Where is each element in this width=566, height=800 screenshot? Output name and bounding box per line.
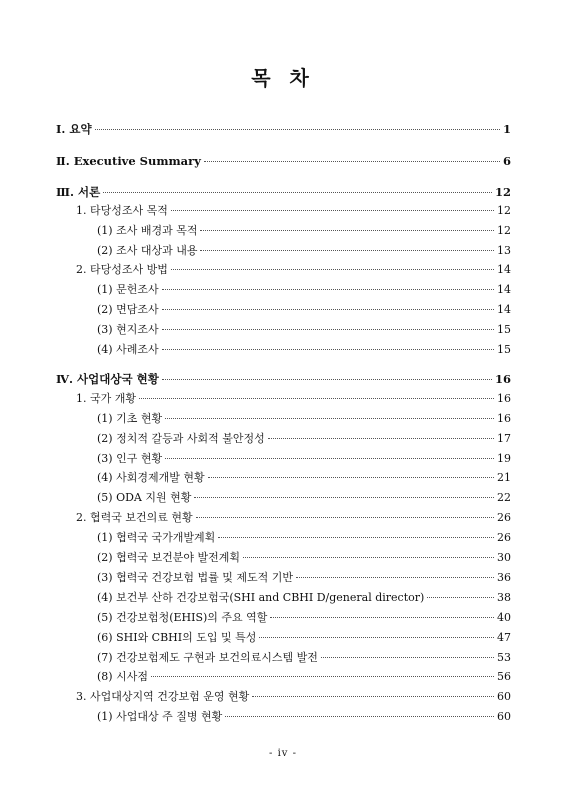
toc-entry-level-3[interactable] — [97, 451, 511, 467]
dot-leader — [225, 716, 494, 717]
toc-entry-page-number: 36 — [497, 571, 511, 584]
dot-leader — [162, 329, 494, 330]
toc-entry-level-2[interactable] — [76, 510, 511, 526]
toc-entry-page-number: 26 — [497, 511, 511, 524]
toc-entry-label: (4) 사례조사 — [97, 343, 159, 356]
dot-leader — [200, 250, 494, 251]
dot-leader — [321, 657, 494, 658]
toc-entry-level-3[interactable] — [97, 302, 511, 318]
page-title: 목 차 — [251, 66, 315, 90]
dot-leader — [165, 458, 494, 459]
toc-entry-label: (1) 기초 현황 — [97, 412, 163, 425]
toc-entry-level-3[interactable] — [97, 322, 511, 338]
toc-entry-page-number: 15 — [497, 343, 511, 356]
toc-entry-level-3[interactable] — [97, 570, 511, 586]
toc-entry-level-3[interactable] — [97, 650, 511, 666]
toc-entry-page-number: 12 — [497, 224, 511, 237]
dot-leader — [103, 192, 492, 193]
toc-entry-level-2[interactable] — [76, 262, 511, 278]
toc-entry-page-number: 14 — [497, 303, 511, 316]
toc-entry-page-number: 26 — [497, 531, 511, 544]
toc-entry-page-number: 22 — [497, 491, 511, 504]
toc-entry-level-3[interactable] — [97, 223, 511, 239]
toc-entry-level-3[interactable] — [97, 243, 511, 259]
toc-entry-page-number: 30 — [497, 551, 511, 564]
toc-entry-label: (2) 면담조사 — [97, 303, 159, 316]
toc-entry-label: (2) 협력국 보건분야 발전계획 — [97, 551, 240, 564]
toc-entry-label: (5) 건강보험청(EHIS)의 주요 역할 — [97, 611, 268, 624]
dot-leader — [162, 379, 492, 380]
toc-entry-label: 1. 타당성조사 목적 — [76, 204, 168, 217]
toc-entry-level-3[interactable] — [97, 490, 511, 506]
toc-entry-label: (2) 정치적 갈등과 사회적 불안정성 — [97, 432, 265, 445]
dot-leader — [165, 418, 494, 419]
toc-entry-label: (4) 보건부 산하 건강보험국(SHI and CBHI D/general director) — [97, 591, 425, 604]
toc-entry-label: 1. 국가 개황 — [76, 392, 136, 405]
dot-leader — [162, 309, 494, 310]
toc-entry-label: (6) SHI와 CBHI의 도입 및 특성 — [97, 631, 257, 644]
toc-entry-label: 3. 사업대상지역 건강보험 운영 현황 — [76, 690, 250, 703]
toc-entry-level-2[interactable] — [76, 203, 511, 219]
dot-leader — [296, 577, 494, 578]
dot-leader — [194, 497, 494, 498]
toc-entry-level-1[interactable] — [56, 121, 511, 137]
toc-entry-page-number: 14 — [497, 263, 511, 276]
toc-entry-page-number: 1 — [502, 122, 511, 136]
toc-entry-level-1[interactable] — [56, 184, 511, 200]
toc-entry-page-number: 19 — [497, 452, 511, 465]
toc-entry-page-number: 16 — [497, 412, 511, 425]
toc-entry-label: Ⅱ. Executive Summary — [56, 154, 201, 168]
toc-entry-label: (1) 사업대상 주 질병 현황 — [97, 710, 223, 723]
toc-entry-level-1[interactable] — [56, 153, 511, 169]
toc-entry-page-number: 12 — [494, 185, 511, 199]
dot-leader — [162, 349, 494, 350]
toc-entry-level-3[interactable] — [97, 610, 511, 626]
toc-entry-label: Ⅲ. 서론 — [56, 185, 101, 199]
dot-leader — [427, 597, 494, 598]
toc-entry-label: (3) 인구 현황 — [97, 452, 163, 465]
toc-entry-page-number: 17 — [497, 432, 511, 445]
toc-entry-label: 2. 협력국 보건의료 현황 — [76, 511, 193, 524]
dot-leader — [162, 289, 494, 290]
page-number-footer: - iv - — [269, 748, 297, 759]
dot-leader — [139, 398, 494, 399]
toc-entry-level-3[interactable] — [97, 470, 511, 486]
toc-entry-level-3[interactable] — [97, 590, 511, 606]
toc-entry-label: (1) 협력국 국가개발계획 — [97, 531, 216, 544]
dot-leader — [171, 210, 494, 211]
toc-entry-page-number: 15 — [497, 323, 511, 336]
toc-entry-page-number: 16 — [497, 392, 511, 405]
toc-entry-level-3[interactable] — [97, 669, 511, 685]
toc-entry-label: Ⅳ. 사업대상국 현황 — [56, 372, 159, 386]
toc-entry-page-number: 6 — [502, 154, 511, 168]
dot-leader — [200, 230, 494, 231]
toc-entry-label: (1) 조사 배경과 목적 — [97, 224, 198, 237]
toc-entry-page-number: 13 — [497, 244, 511, 257]
toc-entry-level-3[interactable] — [97, 342, 511, 358]
toc-entry-level-3[interactable] — [97, 550, 511, 566]
dot-leader — [204, 161, 500, 162]
toc-entry-page-number: 60 — [497, 710, 511, 723]
toc-entry-level-3[interactable] — [97, 530, 511, 546]
toc-entry-level-3[interactable] — [97, 431, 511, 447]
dot-leader — [243, 557, 494, 558]
toc-entry-level-3[interactable] — [97, 282, 511, 298]
toc-entry-page-number: 14 — [497, 283, 511, 296]
toc-entry-label: Ⅰ. 요약 — [56, 122, 92, 136]
dot-leader — [268, 438, 494, 439]
toc-entry-page-number: 56 — [497, 670, 511, 683]
toc-entry-label: (4) 사회경제개발 현황 — [97, 471, 205, 484]
toc-entry-label: (1) 문헌조사 — [97, 283, 159, 296]
toc-entry-level-2[interactable] — [76, 689, 511, 705]
dot-leader — [95, 129, 500, 130]
toc-entry-level-3[interactable] — [97, 411, 511, 427]
toc-entry-page-number: 12 — [497, 204, 511, 217]
dot-leader — [171, 269, 494, 270]
toc-entry-page-number: 16 — [494, 372, 511, 386]
toc-entry-page-number: 60 — [497, 690, 511, 703]
toc-entry-page-number: 21 — [497, 471, 511, 484]
dot-leader — [151, 676, 494, 677]
toc-entry-label: (3) 협력국 건강보험 법률 및 제도적 기반 — [97, 571, 293, 584]
toc-entry-label: (3) 현지조사 — [97, 323, 159, 336]
toc-entry-page-number: 38 — [497, 591, 511, 604]
toc-entry-label: 2. 타당성조사 방법 — [76, 263, 168, 276]
toc-entry-label: (5) ODA 지원 현황 — [97, 491, 192, 504]
toc-entry-label: (7) 건강보험제도 구현과 보건의료시스템 발전 — [97, 651, 318, 664]
toc-entry-level-1[interactable] — [56, 371, 511, 387]
dot-leader — [218, 537, 494, 538]
toc-entry-page-number: 47 — [497, 631, 511, 644]
toc-entry-level-2[interactable] — [76, 391, 511, 407]
toc-entry-page-number: 53 — [497, 651, 511, 664]
toc-entry-page-number: 40 — [497, 611, 511, 624]
toc-entry-level-3[interactable] — [97, 630, 511, 646]
toc-entry-label: (8) 시사점 — [97, 670, 148, 683]
toc-entry-label: (2) 조사 대상과 내용 — [97, 244, 198, 257]
toc-entry-level-3[interactable] — [97, 709, 511, 725]
dot-leader — [208, 477, 494, 478]
dot-leader — [196, 517, 494, 518]
dot-leader — [259, 637, 494, 638]
dot-leader — [252, 696, 494, 697]
dot-leader — [270, 617, 494, 618]
